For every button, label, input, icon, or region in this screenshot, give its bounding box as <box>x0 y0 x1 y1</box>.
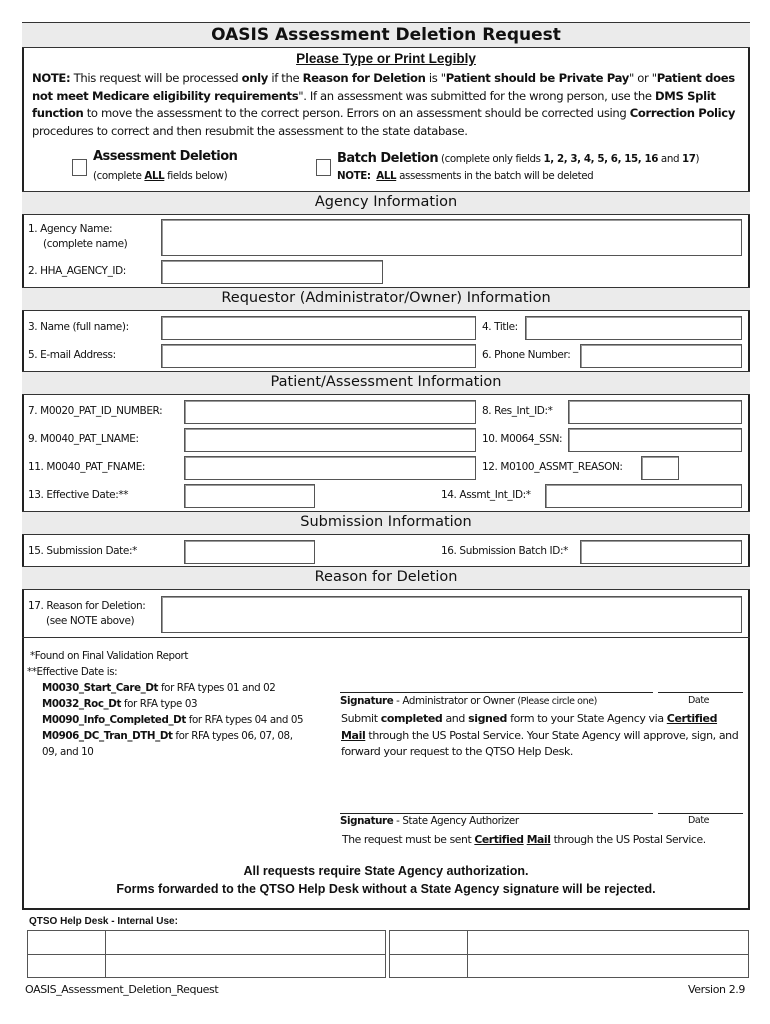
footnote-desc: for RFA types 01 and 02 <box>158 682 276 694</box>
sub-text: (complete <box>93 170 145 182</box>
section-agency: Agency Information <box>22 191 750 215</box>
batch-fields: 1, 2, 3, 4, 5, 6, 15, 16 <box>543 153 659 165</box>
subtitle: Please Type or Print Legibly <box>296 51 476 66</box>
submit-text: Submit <box>341 712 381 725</box>
admin-date-label: Date <box>688 695 710 706</box>
submit-mail: Mail <box>341 728 366 742</box>
footnote-desc: for RFA types 06, 07, 08, <box>172 730 293 742</box>
note-dms: DMS Split function <box>32 88 716 120</box>
signature-bold: Signature <box>340 815 394 827</box>
note-text: " or " <box>628 71 657 85</box>
footnote-item <box>42 680 275 696</box>
submission-date-field[interactable] <box>184 540 315 564</box>
ssn-field[interactable] <box>568 428 742 452</box>
batch-id-field[interactable] <box>580 540 742 564</box>
divider <box>22 637 750 638</box>
footer-version: Version 2.9 <box>687 983 745 996</box>
submit-instructions <box>341 711 741 761</box>
sub-text: fields below) <box>164 170 228 182</box>
note-only: only <box>241 71 268 85</box>
batch-deletion-label <box>337 149 699 167</box>
batch-note-all: ALL <box>376 170 397 182</box>
footnote-found: *Found on Final Validation Report <box>30 650 189 662</box>
batch-last: 17 <box>681 153 696 165</box>
footnote-code: M0030_Start_Care_Dt <box>42 682 159 694</box>
agency-name-field[interactable] <box>161 219 742 256</box>
assessment-deletion-label: Assessment Deletion <box>93 149 238 164</box>
footnote-code: M0090_Info_Completed_Dt <box>42 714 186 726</box>
signature-rest: - State Agency Authorizer <box>393 815 519 827</box>
pat-fname-field[interactable] <box>184 456 476 480</box>
pat-id-label: 7. M0020_PAT_ID_NUMBER: <box>28 405 163 417</box>
footnote-effective: **Effective Date is: <box>27 666 118 678</box>
state-instructions <box>342 832 706 848</box>
footnote-code: M0032_Roc_Dt <box>42 698 121 710</box>
requestor-name-label: 3. Name (full name): <box>28 321 129 333</box>
assmt-int-id-field[interactable] <box>545 484 742 508</box>
title-field[interactable] <box>525 316 742 340</box>
signature-hint: (Please circle one) <box>517 696 597 707</box>
pat-lname-label: 9. M0040_PAT_LNAME: <box>28 433 139 445</box>
note-private-pay: Patient should be Private Pay <box>445 71 629 85</box>
agency-name-sublabel: (complete name) <box>43 238 128 250</box>
batch-note-rest: assessments in the batch will be deleted <box>396 170 594 182</box>
hha-agency-id-field[interactable] <box>161 260 383 284</box>
submit-signed: signed <box>468 712 508 725</box>
note-correction: Correction Policy <box>629 106 736 120</box>
pat-lname-field[interactable] <box>184 428 476 452</box>
reason-sublabel: (see NOTE above) <box>46 615 135 627</box>
note-paragraph <box>32 70 742 140</box>
state-date-label: Date <box>688 815 710 826</box>
note-medicare: Patient does not meet Medicare eligibility requirements <box>32 71 735 103</box>
ssn-label: 10. M0064_SSN: <box>482 433 563 445</box>
batch-id-label: 16. Submission Batch ID:* <box>441 545 568 557</box>
batch-sub: ) <box>695 153 700 165</box>
effective-date-field[interactable] <box>184 484 315 508</box>
admin-signature-label <box>340 693 597 710</box>
submit-text: and <box>442 712 469 725</box>
note-lead: NOTE: <box>32 71 71 85</box>
warning-line-2: Forms forwarded to the QTSO Help Desk without a State Agency signature will be rejected. <box>116 882 656 896</box>
signature-rest: - Administrator or Owner <box>393 695 518 707</box>
batch-sub: (complete only fields <box>438 153 544 165</box>
batch-deletion-checkbox[interactable] <box>316 159 331 176</box>
submit-text: form to your State Agency via <box>507 712 667 725</box>
note-text: to move the assessment to the correct person. Errors on an assessment should be corrected using <box>83 106 630 120</box>
footnote-code: M0906_DC_Tran_DTH_Dt <box>42 730 173 742</box>
title-label: 4. Title: <box>482 321 518 333</box>
state-signature-label <box>340 813 519 829</box>
assmt-reason-label: 12. M0100_ASSMT_REASON: <box>482 461 623 473</box>
warning-line-1: All requests require State Agency authorization. <box>243 864 529 878</box>
note-text: is " <box>425 71 446 85</box>
hha-agency-id-label: 2. HHA_AGENCY_ID: <box>28 265 126 277</box>
submission-date-label: 15. Submission Date:* <box>28 545 137 557</box>
note-text: ". If an assessment was submitted for the wrong person, use the <box>298 88 655 103</box>
batch-title: Batch Deletion <box>337 151 439 166</box>
footnote-item <box>42 712 303 728</box>
footnote-item <box>42 728 293 744</box>
state-text: through the US Postal Service. <box>550 833 706 846</box>
section-requestor: Requestor (Administrator/Owner) Information <box>22 287 750 311</box>
submit-certified: Certified <box>666 712 718 725</box>
internal-table-left <box>27 930 386 978</box>
assessment-deletion-checkbox[interactable] <box>72 159 87 176</box>
note-text: if the <box>268 71 303 85</box>
effective-date-label: 13. Effective Date:** <box>28 489 129 501</box>
email-label: 5. E-mail Address: <box>28 349 116 361</box>
agency-name-label: 1. Agency Name: <box>28 223 113 235</box>
requestor-name-field[interactable] <box>161 316 476 340</box>
submit-completed: completed <box>380 712 443 725</box>
footnote-desc: for RFA types 04 and 05 <box>185 714 304 726</box>
section-submission: Submission Information <box>22 511 750 535</box>
state-text: The request must be sent <box>342 833 475 846</box>
footnote-item-cont: 09, and 10 <box>42 746 94 758</box>
res-int-id-field[interactable] <box>568 400 742 424</box>
assmt-int-id-label: 14. Assmt_Int_ID:* <box>441 489 531 501</box>
batch-deletion-note <box>337 168 593 184</box>
assmt-reason-field[interactable] <box>641 456 679 480</box>
internal-use-label: QTSO Help Desk - Internal Use: <box>29 916 178 927</box>
email-field[interactable] <box>161 344 476 368</box>
note-text: This request will be processed <box>70 71 242 85</box>
batch-sub: and <box>658 153 682 165</box>
reason-label: 17. Reason for Deletion: <box>28 600 146 612</box>
internal-table-right <box>389 930 749 978</box>
section-patient: Patient/Assessment Information <box>22 371 750 395</box>
submit-text: through the US Postal Service. Your State Agency will approve, sign, and forward your request to the QTSO Help Desk. <box>341 728 739 758</box>
state-mail: Mail <box>526 833 551 846</box>
reason-field[interactable] <box>161 596 742 633</box>
section-reason: Reason for Deletion <box>22 566 750 590</box>
footer-doc-name: OASIS_Assessment_Deletion_Request <box>25 983 219 996</box>
phone-label: 6. Phone Number: <box>482 349 571 361</box>
note-reason: Reason for Deletion <box>302 71 426 85</box>
pat-fname-label: 11. M0040_PAT_FNAME: <box>28 461 146 473</box>
signature-bold: Signature <box>340 695 394 707</box>
phone-field[interactable] <box>580 344 742 368</box>
res-int-id-label: 8. Res_Int_ID:* <box>482 405 553 417</box>
table-divider <box>28 954 385 955</box>
batch-note-lead: NOTE: <box>337 170 371 182</box>
sub-all: ALL <box>144 170 165 182</box>
form-title: OASIS Assessment Deletion Request <box>22 22 750 48</box>
footnote-desc: for RFA type 03 <box>120 698 198 710</box>
pat-id-field[interactable] <box>184 400 476 424</box>
state-certified: Certified <box>474 833 524 846</box>
footnote-item <box>42 696 197 712</box>
table-divider <box>390 954 748 955</box>
note-text: procedures to correct and then resubmit the assessment to the state database. <box>32 123 468 138</box>
assessment-deletion-sub <box>93 168 227 184</box>
